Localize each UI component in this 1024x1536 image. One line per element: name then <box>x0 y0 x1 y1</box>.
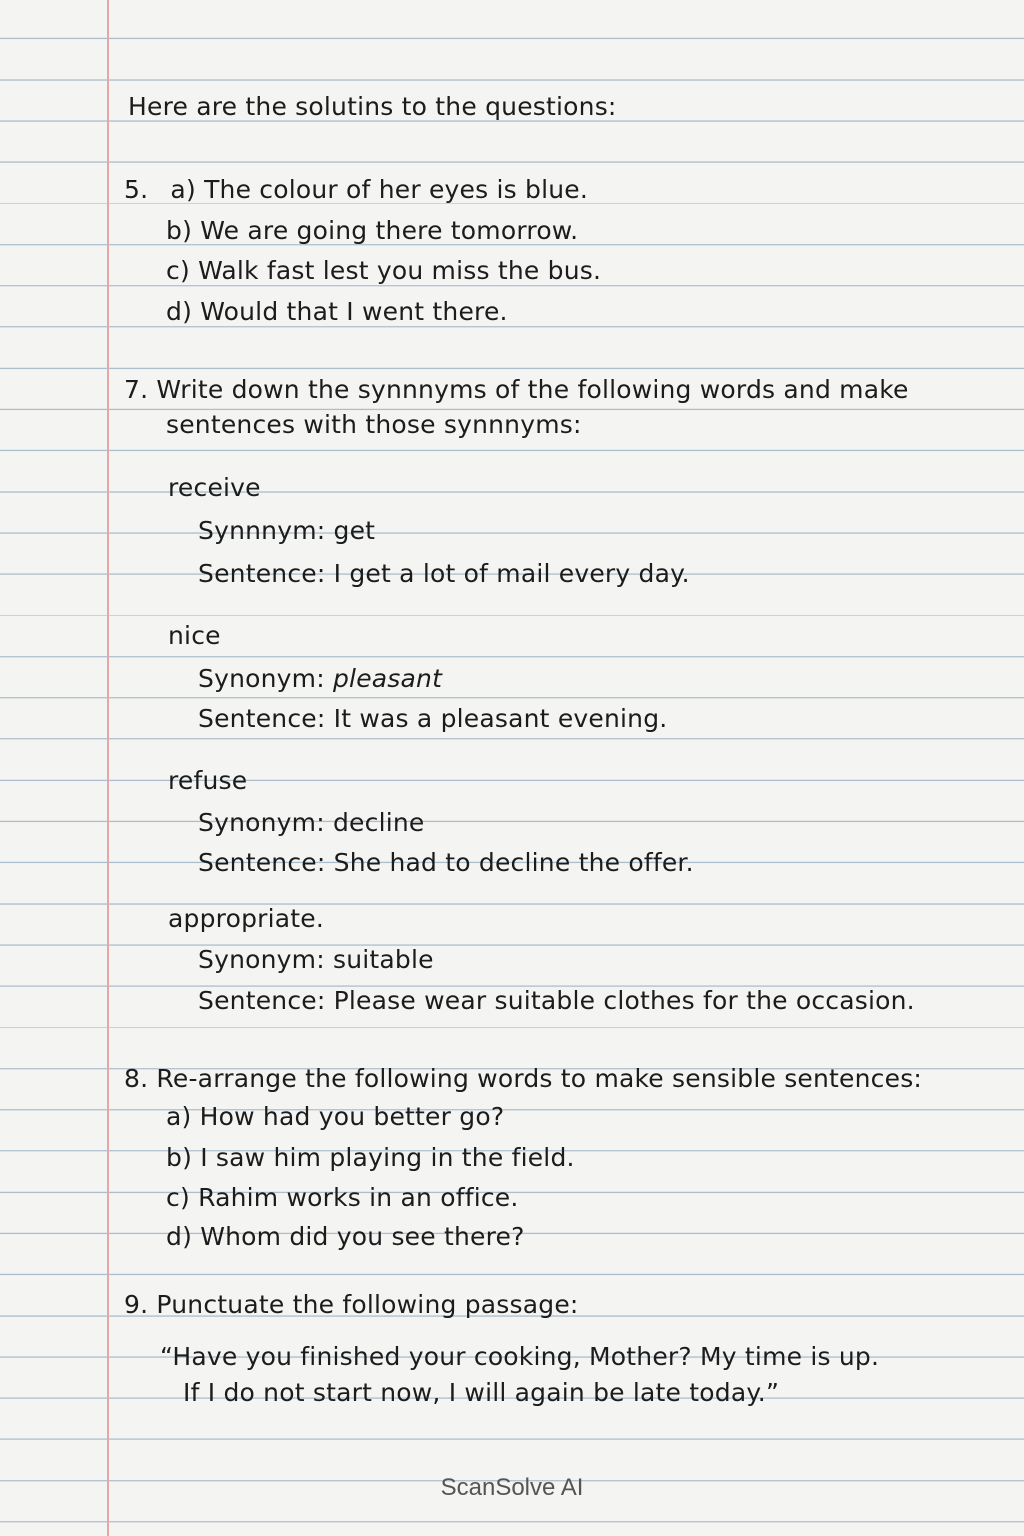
sentence-label: Sentence: <box>198 704 326 733</box>
q5-d-text: Would that I went there. <box>200 297 508 326</box>
q8-item-a <box>166 1102 504 1132</box>
q5-d-label: d) <box>166 297 193 326</box>
q9-number: 9. <box>124 1290 149 1319</box>
q5-number: 5. <box>124 175 149 204</box>
q7-prompt-line1 <box>124 375 909 405</box>
q5-a-label: a) <box>170 175 196 204</box>
q8-c-label: c) <box>166 1183 190 1212</box>
q8-a-label: a) <box>166 1102 192 1131</box>
q8-item-b <box>166 1143 575 1173</box>
q7-word-receive: receive <box>168 473 261 502</box>
q5-item-a <box>124 175 588 205</box>
footer-watermark: ScanSolve AI <box>440 1474 584 1501</box>
q5-item-c <box>166 256 601 286</box>
synonym-value: suitable <box>332 945 434 974</box>
q5-item-b <box>166 216 578 246</box>
q7-word-appropriate: appropriate. <box>168 904 325 933</box>
q7-receive-sentence <box>198 559 690 589</box>
synonym-value: pleasant <box>332 664 443 693</box>
q7-word-nice: nice <box>168 621 221 650</box>
sentence-value: Please wear suitable clothes for the occasion. <box>333 986 915 1015</box>
synonym-value: get <box>333 516 376 545</box>
q8-number: 8. <box>124 1064 149 1093</box>
q5-b-label: b) <box>166 216 193 245</box>
q7-number: 7. <box>124 375 149 404</box>
q8-d-label: d) <box>166 1222 193 1251</box>
q7-nice-synonym <box>198 664 442 694</box>
synonym-label: Synonym: <box>198 945 325 974</box>
sentence-value: It was a pleasant evening. <box>333 704 668 733</box>
q8-a-text: How had you better go? <box>199 1102 505 1131</box>
q5-item-d <box>166 297 508 327</box>
q7-word-refuse: refuse <box>168 766 248 795</box>
synonym-label: Synnnym: <box>198 516 326 545</box>
intro-text: Here are the solutins to the questions: <box>128 92 617 121</box>
q7-appropriate-sentence <box>198 986 915 1016</box>
synonym-value: decline <box>332 808 425 837</box>
q7-refuse-synonym <box>198 808 425 838</box>
q7-appropriate-synonym <box>198 945 434 975</box>
q9-passage-line2: If I do not start now, I will again be late today.” <box>183 1378 780 1407</box>
q9-passage-line1: “Have you finished your cooking, Mother? My time is up. <box>160 1342 880 1371</box>
margin-line <box>107 0 109 1536</box>
q8-b-label: b) <box>166 1143 193 1172</box>
q8-b-text: I saw him playing in the field. <box>200 1143 575 1172</box>
q8-item-d <box>166 1222 525 1252</box>
synonym-label: Synonym: <box>198 808 325 837</box>
synonym-label: Synonym: <box>198 664 325 693</box>
q9-prompt <box>124 1290 579 1320</box>
q5-a-text: The colour of her eyes is blue. <box>204 175 588 204</box>
q7-prompt-text-1: Write down the synnnyms of the following words and make <box>156 375 909 404</box>
sentence-label: Sentence: <box>198 559 326 588</box>
sentence-label: Sentence: <box>198 848 326 877</box>
sentence-label: Sentence: <box>198 986 326 1015</box>
q7-receive-synonym <box>198 516 375 546</box>
q7-nice-sentence <box>198 704 667 734</box>
q8-c-text: Rahim works in an office. <box>198 1183 519 1212</box>
q7-prompt-line2: sentences with those synnnyms: <box>166 410 582 439</box>
q8-prompt-text: Re-arrange the following words to make sensible sentences: <box>156 1064 923 1093</box>
q9-prompt-text: Punctuate the following passage: <box>156 1290 579 1319</box>
sentence-value: She had to decline the offer. <box>333 848 694 877</box>
sentence-value: I get a lot of mail every day. <box>333 559 690 588</box>
q5-b-text: We are going there tomorrow. <box>200 216 579 245</box>
q8-item-c <box>166 1183 519 1213</box>
q5-c-label: c) <box>166 256 190 285</box>
q8-prompt <box>124 1064 922 1094</box>
q5-c-text: Walk fast lest you miss the bus. <box>198 256 602 285</box>
q7-refuse-sentence <box>198 848 694 878</box>
q8-d-text: Whom did you see there? <box>200 1222 525 1251</box>
